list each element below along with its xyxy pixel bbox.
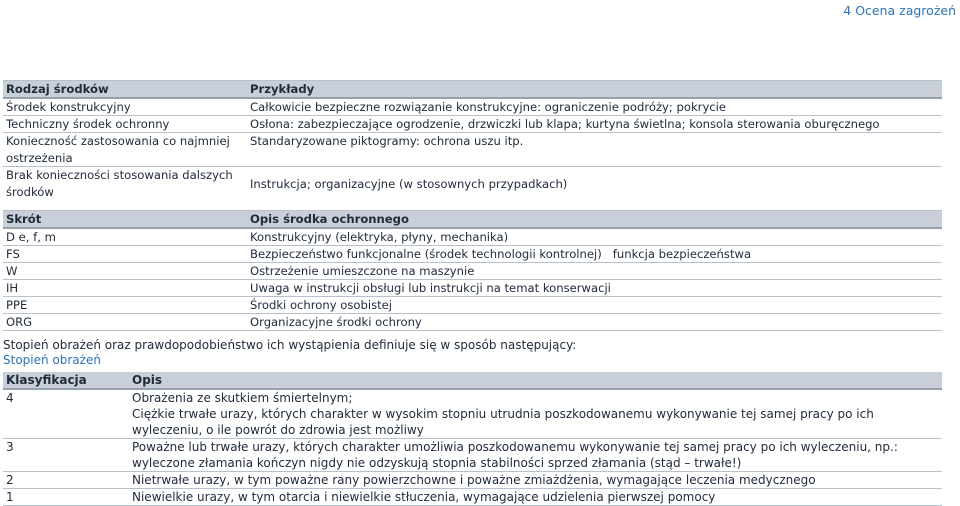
measure-type: Konieczność zastosowania co najmniej ostrzeżenia [3,133,247,167]
measure-type: Techniczny środek ochronny [3,116,247,133]
severity-description-line: Ciężkie trwałe urazy, których charakter w wysokim stopniu utrudnia poszkodowanemu wykonywanie tej samej pracy po ich wyleczeniu, o ile powrót do zdrowia jest możliwy [132,407,874,437]
abbreviation-description: Uwaga w instrukcji obsługi lub instrukcji na temat konserwacji [247,280,942,297]
abbreviation-description: Środki ochrony osobistej [247,297,942,314]
column-header-description: Opis [129,372,942,389]
spacer-row [3,200,942,211]
abbreviation: W [3,263,247,280]
column-header-abbreviation: Skrót [3,211,247,229]
abbreviation-description: Organizacyjne środki ochrony [247,314,942,331]
abbreviation: FS [3,246,247,263]
column-header-type: Rodzaj środków [3,81,247,99]
section-subtitle: Stopień obrażeń [3,353,101,367]
column-header-examples: Przykłady [247,81,942,99]
table-row [3,389,942,439]
table-row [3,297,942,314]
abbreviation-description: Ostrzeżenie umieszczone na maszynie [247,263,942,280]
table-row [3,472,942,489]
severity-description: Niewielkie urazy, w tym otarcia i niewielkie stłuczenia, wymagające udzielenia pierwszej pomocy [129,489,942,506]
table-row [3,133,942,167]
intro-text: Stopień obrażeń oraz prawdopodobieństwo ich wystąpienia definiuje się w sposób następujący: [3,338,577,352]
severity-description: Poważne lub trwałe urazy, których charakter umożliwia poszkodowanemu wykonywanie tej samej pracy po ich wyleczeniu, np.: wyleczone złamania kończyn nigdy nie odzyskują stopnia stabilności sprzed złamania (stąd – trwałe!) [129,439,942,472]
severity-intro [3,338,576,368]
table-row [3,246,942,263]
severity-table [3,372,942,506]
table-header-row [3,372,942,389]
measure-type: Brak konieczności stosowania dalszych środków [3,167,247,201]
measure-example: Standaryzowane piktogramy: ochrona uszu itp. [247,133,942,167]
severity-description-line: Obrażenia ze skutkiem śmiertelnym; [132,391,353,405]
table-row [3,98,942,116]
table-header-row [3,81,942,99]
table-row [3,280,942,297]
abbreviation: ORG [3,314,247,331]
table-row [3,263,942,280]
severity-class: 2 [3,472,129,489]
measure-example: Instrukcja; organizacyjne (w stosownych przypadkach) [247,167,942,201]
column-header-description: Opis środka ochronnego [247,211,942,229]
table-row [3,489,942,506]
column-header-classification: Klasyfikacja [3,372,129,389]
measure-type: Środek konstrukcyjny [3,98,247,116]
measure-example: Osłona: zabezpieczające ogrodzenie, drzwiczki lub klapa; kurtyna świetlna; konsola sterowania oburęcznego [247,116,942,133]
table-row [3,167,942,201]
protective-measures-table [3,80,942,331]
table-row [3,228,942,246]
severity-class: 3 [3,439,129,472]
severity-description: Nietrwałe urazy, w tym poważne rany powierzchowne i poważne zmiażdżenia, wymagające leczenia medycznego [129,472,942,489]
abbreviation: PPE [3,297,247,314]
severity-description [129,389,942,439]
abbreviation: IH [3,280,247,297]
measure-example: Całkowicie bezpieczne rozwiązanie konstrukcyjne: ograniczenie podróży; pokrycie [247,98,942,116]
table-row [3,116,942,133]
page-header-title: 4 Ocena zagrożeń [843,3,956,18]
table-row [3,314,942,331]
table-row [3,439,942,472]
abbreviation: D e, f, m [3,228,247,246]
severity-class: 4 [3,389,129,439]
abbreviation-description: Bezpieczeństwo funkcjonalne (środek technologii kontrolnej) funkcja bezpieczeństwa [247,246,942,263]
abbreviation-description: Konstrukcyjny (elektryka, płyny, mechanika) [247,228,942,246]
severity-class: 1 [3,489,129,506]
table-header-row [3,211,942,229]
